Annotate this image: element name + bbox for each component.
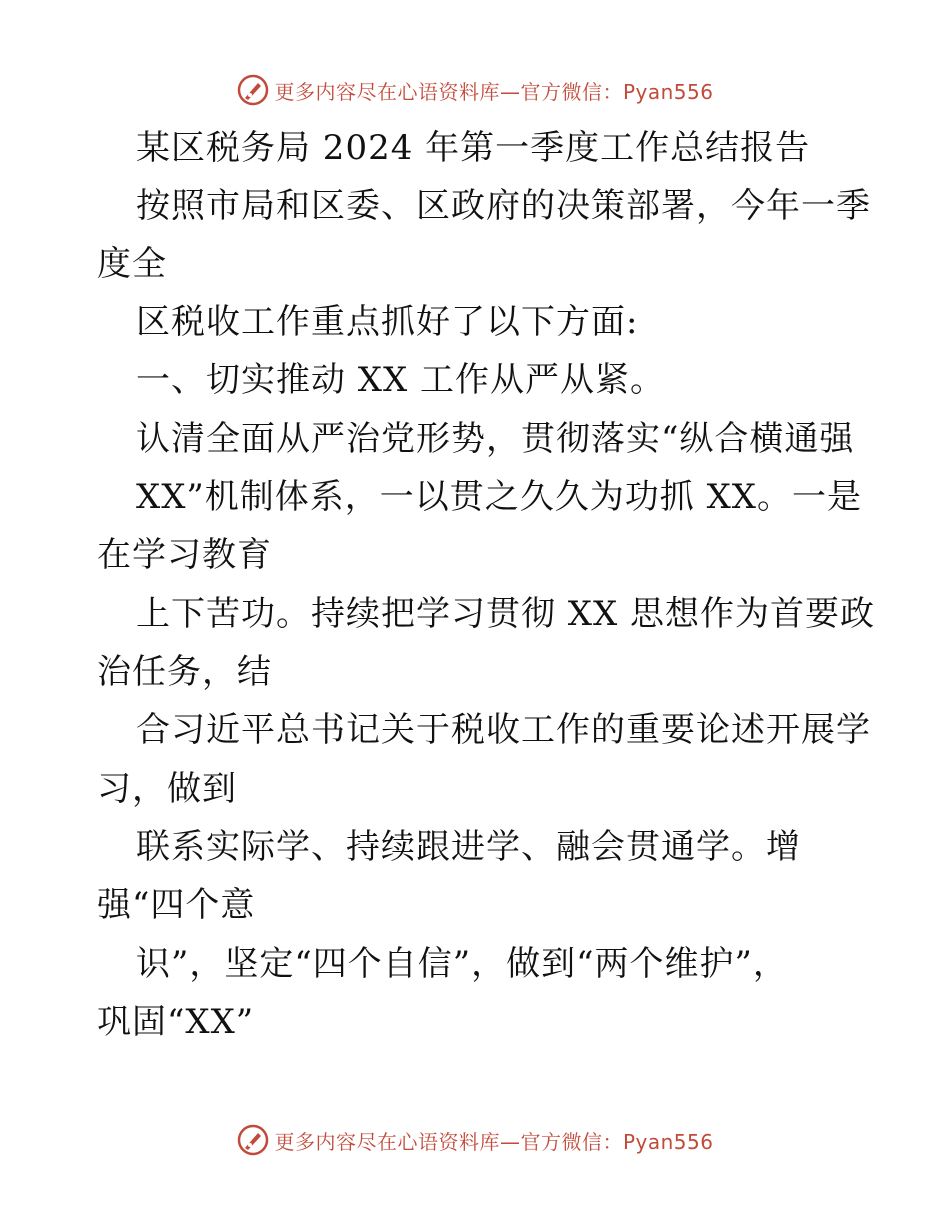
paragraph-line: 合习近平总书记关于税收工作的重要论述开展学 — [136, 710, 871, 750]
paragraph-line: 巩固“XX” — [97, 1002, 255, 1042]
pen-nib-logo-icon — [236, 1123, 270, 1157]
banner-text: 更多内容尽在心语资料库—官方微信：Pyan556 — [274, 79, 714, 104]
paragraph-line: 按照市局和区委、区政府的决策部署，今年一季 — [136, 186, 871, 226]
banner-text: 更多内容尽在心语资料库—官方微信：Pyan556 — [274, 1129, 714, 1154]
paragraph-line: 联系实际学、持续跟进学、融会贯通学。增 — [136, 827, 801, 867]
paragraph-line: 在学习教育 — [97, 535, 272, 575]
paragraph-line: 认清全面从严治党形势，贯彻落实“纵合横通强 — [136, 419, 855, 459]
paragraph-line: XX”机制体系，一以贯之久久为功抓 XX。一是 — [136, 477, 863, 517]
paragraph-line: 强“四个意 — [97, 885, 256, 925]
paragraph-line: 上下苦功。持续把学习贯彻 XX 思想作为首要政 — [136, 594, 876, 634]
footer-banner — [0, 1120, 950, 1160]
pen-nib-logo-icon — [236, 73, 270, 107]
paragraph-line: 习，做到 — [97, 769, 237, 809]
header-banner — [0, 70, 950, 110]
paragraph-line: 度全 — [97, 244, 167, 284]
paragraph-line: 识”，坚定“四个自信”，做到“两个维护”， — [136, 944, 788, 984]
document-title: 某区税务局 2024 年第一季度工作总结报告 — [136, 128, 811, 168]
paragraph-line: 治任务，结 — [97, 652, 272, 692]
section-heading: 一、切实推动 XX 工作从严从紧。 — [136, 360, 666, 400]
paragraph-line: 区税收工作重点抓好了以下方面: — [136, 302, 639, 342]
